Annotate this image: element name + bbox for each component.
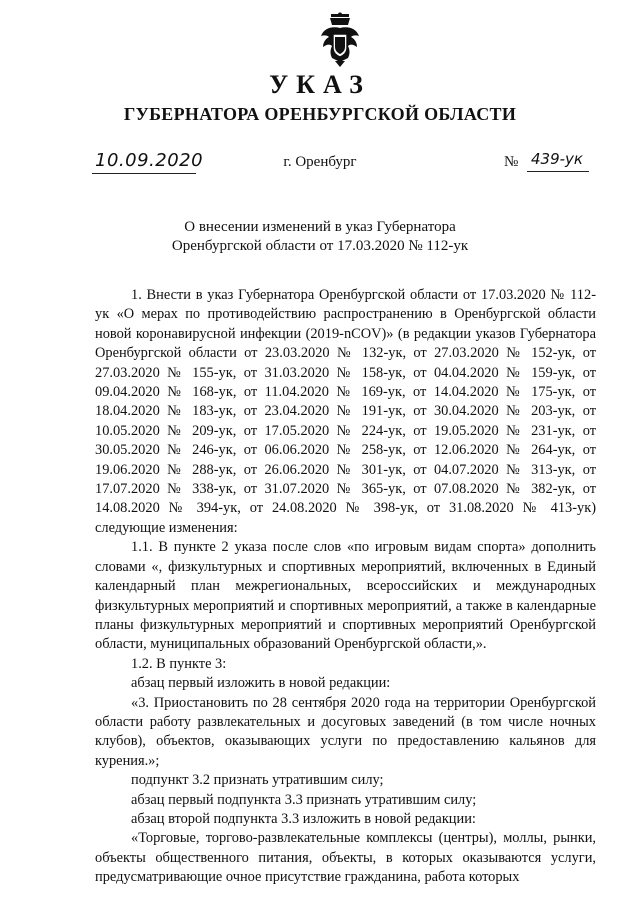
paragraph-1: 1. Внести в указ Губернатора Оренбургской области от 17.03.2020 № 112-ук «О мерах по противодействию распространению в Оренбургской области новой коронавирусной инфекции (2019-nCOV)» (в редакции указов Губернатора Оренбургской области от 23.03.2020 № 132-ук, от 27.03.2020 № 152-ук, от 27.03.2020 № 155-ук, от 31.03.2020 № 158-ук, от 04.04.2020 № 159-ук, от 09.04.2020 № 168-ук, от 11.04.2020 № 169-ук, от 14.04.2020 № 175-ук, от 18.04.2020 № 183-ук, от 23.04.2020 № 191-ук, от 30.04.2020 № 203-ук, от 10.05.2020 № 209-ук, от 17.05.2020 № 224-ук, от 19.05.2020 № 231-ук, от 30.05.2020 № 246-ук, от 06.06.2020 № 258-ук, от 12.06.2020 № 264-ук, от 19.06.2020 № 288-ук, от 26.06.2020 № 301-ук, от 04.07.2020 № 313-ук, от 17.07.2020 № 338-ук, от 31.07.2020 № 365-ук, от 07.08.2020 № 382-ук, от 14.08.2020 № 394-ук, от 24.08.2020 № 398-ук, от 31.08.2020 № 413-ук) следующие изменения: — [95, 287, 596, 536]
paragraph-3-3-first: абзац первый подпункта 3.3 признать утратившим силу; — [131, 791, 477, 808]
document-number: 439-ук — [531, 150, 583, 168]
paragraph-3-2: подпункт 3.2 признать утратившим силу; — [131, 772, 384, 789]
paragraph-3-3-second: абзац второй подпункта 3.3 изложить в новой редакции: — [131, 810, 476, 827]
subject-line-2: Оренбургской области от 17.03.2020 № 112-ук — [171, 238, 469, 254]
date-underline — [92, 173, 196, 174]
paragraph-abzac-1: абзац первый изложить в новой редакции: — [131, 675, 391, 692]
document-body — [95, 286, 596, 888]
document-date: 10.09.2020 — [95, 150, 204, 171]
paragraph-1-1: 1.1. В пункте 2 указа после слов «по игровым видам спорта» дополнить словами «, физкультурных и спортивных мероприятий, включенных в Единый календарный план межрегиональных, всероссийских и международных физкультурных мероприятий и спортивных мероприятий, а также в календарные планы физкультурных мероприятий и спортивных мероприятий Оренбургской области, муниципальных образований Оренбургской области,». — [95, 539, 596, 653]
number-underline — [527, 171, 589, 172]
document-city: г. Оренбург — [283, 154, 357, 170]
paragraph-quote-3: «3. Приостановить по 28 сентября 2020 года на территории Оренбургской области работу развлекательных и досуговых заведений (в том числе ночных клубов), объектов, оказывающих услуги по предоставлению кальянов для курения.»; — [95, 694, 596, 769]
document-subject — [0, 218, 640, 256]
document-title: УКАЗ — [269, 70, 371, 99]
paragraph-1-2: 1.2. В пункте 3: — [131, 655, 227, 672]
paragraph-quote-trade: «Торговые, торгово-развлекательные комплексы (центры), моллы, рынки, объекты общественного питания, объекты, в которых оказываются услуги, предусматривающие очное присутствие гражданина, работа которых — [95, 830, 596, 886]
document-issuer: ГУБЕРНАТОРА ОРЕНБУРГСКОЙ ОБЛАСТИ — [123, 104, 517, 124]
number-sign: № — [504, 154, 519, 170]
coat-of-arms-icon — [318, 12, 362, 68]
subject-line-1: О внесении изменений в указ Губернатора — [184, 219, 456, 235]
